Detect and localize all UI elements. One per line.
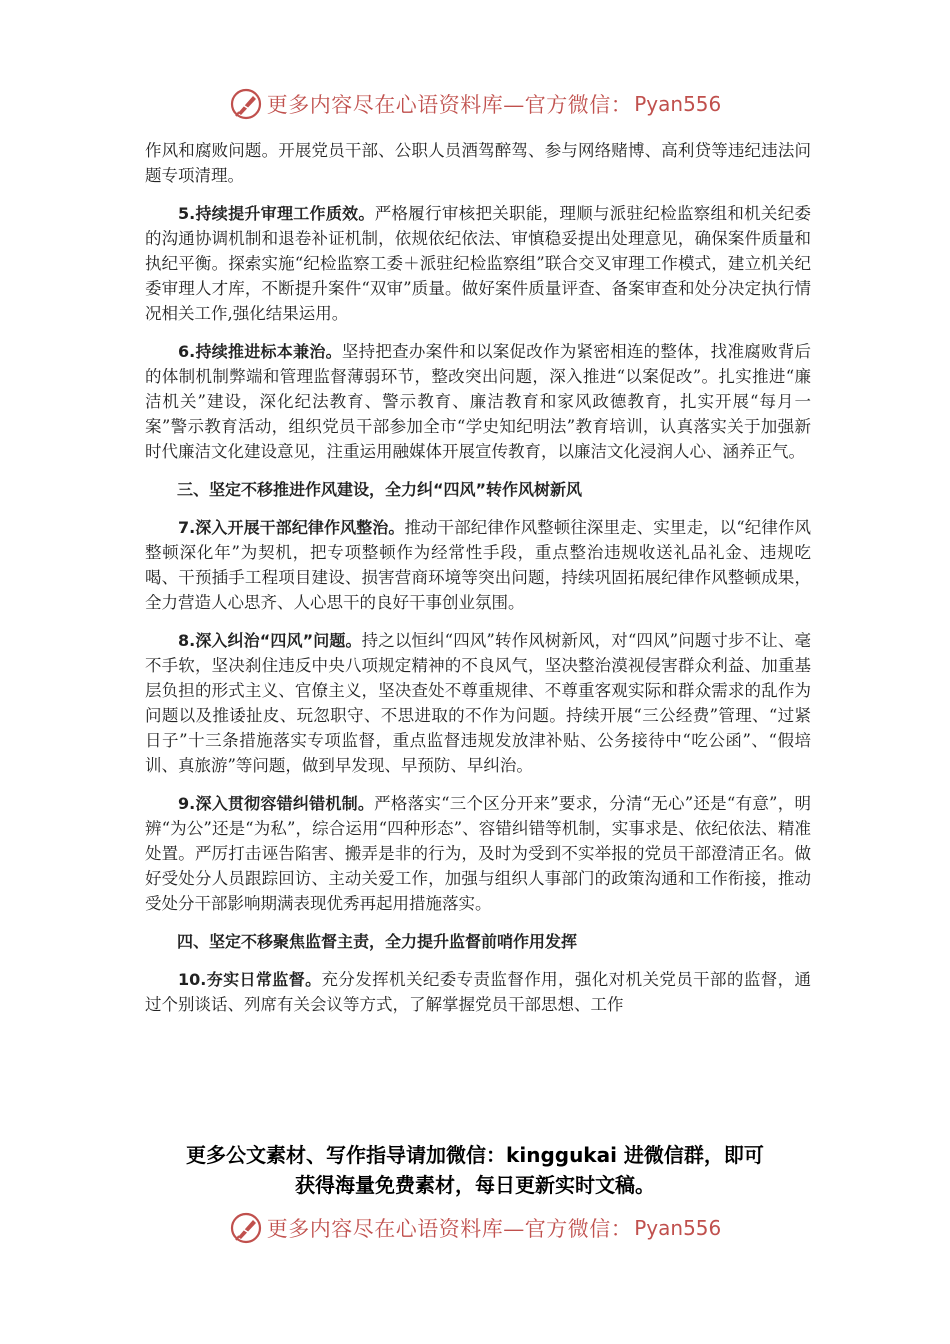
item-7-title: 7.深入开展干部纪律作风整治。 xyxy=(178,518,405,537)
promo-line-2: 获得海量免费素材，每日更新实时文稿。 xyxy=(295,1173,655,1197)
paragraph-continuation: 作风和腐败问题。开展党员干部、公职人员酒驾醉驾、参与网络赌博、高利贷等违纪违法问题专项清理。 xyxy=(145,141,811,185)
banner-wechat-id: Pyan556 xyxy=(634,92,722,116)
paragraph-item-9 xyxy=(145,791,811,916)
footer-banner xyxy=(0,1208,950,1248)
banner-text: 更多内容尽在心语资料库—官方微信： xyxy=(266,93,633,117)
paragraph-item-8 xyxy=(145,628,811,778)
paragraph-item-6 xyxy=(145,339,811,464)
item-10-title: 10.夯实日常监督。 xyxy=(178,970,322,989)
item-6-body: 坚持把查办案件和以案促改作为紧密相连的整体，找准腐败背后的体制机制弊端和管理监督薄弱环节，整改突出问题，深入推进“以案促改”。扎实推进“廉洁机关”建设，深化纪法教育、警示教育、廉洁教育和家风政德教育，扎实开展“每月一案”警示教育活动，组织党员干部参加全市“学史知纪明法”教育培训，认真落实关于加强新时代廉洁文化建设意见，注重运用融媒体开展宣传教育，以廉洁文化浸润人心、涵养正气。 xyxy=(145,342,811,461)
quill-logo-icon xyxy=(229,87,263,121)
header-banner xyxy=(0,84,950,124)
item-8-title: 8.深入纠治“四风”问题。 xyxy=(178,631,362,650)
item-8-body: 持之以恒纠“四风”转作风树新风，对“四风”问题寸步不让、毫不手软，坚决刹住违反中央八项规定精神的不良风气，坚决整治漠视侵害群众利益、加重基层负担的形式主义、官僚主义，坚决查处不尊重规律、不尊重客观实际和群众需求的乱作为问题以及推诿扯皮、玩忽职守、不思进取的不作为问题。持续开展“三公经费”管理、“过紧日子”十三条措施落实专项监督，重点监督违规发放津补贴、公务接待中“吃公函”、“假培训、真旅游”等问题，做到早发现、早预防、早纠治。 xyxy=(145,631,811,775)
paragraph-item-7 xyxy=(145,515,811,615)
promo-line-1: 更多公文素材、写作指导请加微信：kinggukai 进微信群，即可 xyxy=(186,1143,764,1167)
section-heading-3: 三、坚定不移推进作风建设，全力纠“四风”转作风树新风 xyxy=(177,480,583,499)
section-heading-4: 四、坚定不移聚焦监督主责，全力提升监督前哨作用发挥 xyxy=(177,932,578,951)
paragraph-item-10 xyxy=(145,967,811,1017)
item-5-body: 严格履行审核把关职能，理顺与派驻纪检监察组和机关纪委的沟通协调机制和退卷补证机制，依规依纪依法、审慎稳妥提出处理意见，确保案件质量和执纪平衡。探索实施“纪检监察工委＋派驻纪检监察组”联合交叉审理工作模式，建立机关纪委审理人才库，不断提升案件“双审”质量。做好案件质量评查、备案审查和处分决定执行情况相关工作,强化结果运用。 xyxy=(145,204,812,323)
item-5-title: 5.持续提升审理工作质效。 xyxy=(178,204,375,223)
item-7-body: 推动干部纪律作风整顿往深里走、实里走，以“纪律作风整顿深化年”为契机，把专项整顿作为经常性手段，重点整治违规收送礼品礼金、违规吃喝、干预插手工程项目建设、损害营商环境等突出问题，持续巩固拓展纪律作风整顿成果，全力营造人心思齐、人心思干的良好干事创业氛围。 xyxy=(145,518,812,612)
item-10-body: 充分发挥机关纪委专责监督作用，强化对机关党员干部的监督，通过个别谈话、列席有关会议等方式，了解掌握党员干部思想、工作 xyxy=(145,970,811,1014)
paragraph-item-5 xyxy=(145,201,811,326)
item-9-title: 9.深入贯彻容错纠错机制。 xyxy=(178,794,375,813)
banner-text: 更多内容尽在心语资料库—官方微信： xyxy=(266,1217,633,1241)
item-6-title: 6.持续推进标本兼治。 xyxy=(178,342,342,361)
document-body xyxy=(145,138,811,1030)
quill-logo-icon xyxy=(229,1211,263,1245)
item-9-body: 严格落实“三个区分开来”要求，分清“无心”还是“有意”，明辨“为公”还是“为私”，综合运用“四种形态”、容错纠错等机制，实事求是、依纪依法、精准处置。严厉打击诬告陷害、搬弄是非的行为，及时为受到不实举报的党员干部澄清正名。做好受处分人员跟踪回访、主动关爱工作，加强与组织人事部门的政策沟通和工作衔接，推动受处分干部影响期满表现优秀再起用措施落实。 xyxy=(145,794,811,913)
banner-wechat-id: Pyan556 xyxy=(634,1216,722,1240)
